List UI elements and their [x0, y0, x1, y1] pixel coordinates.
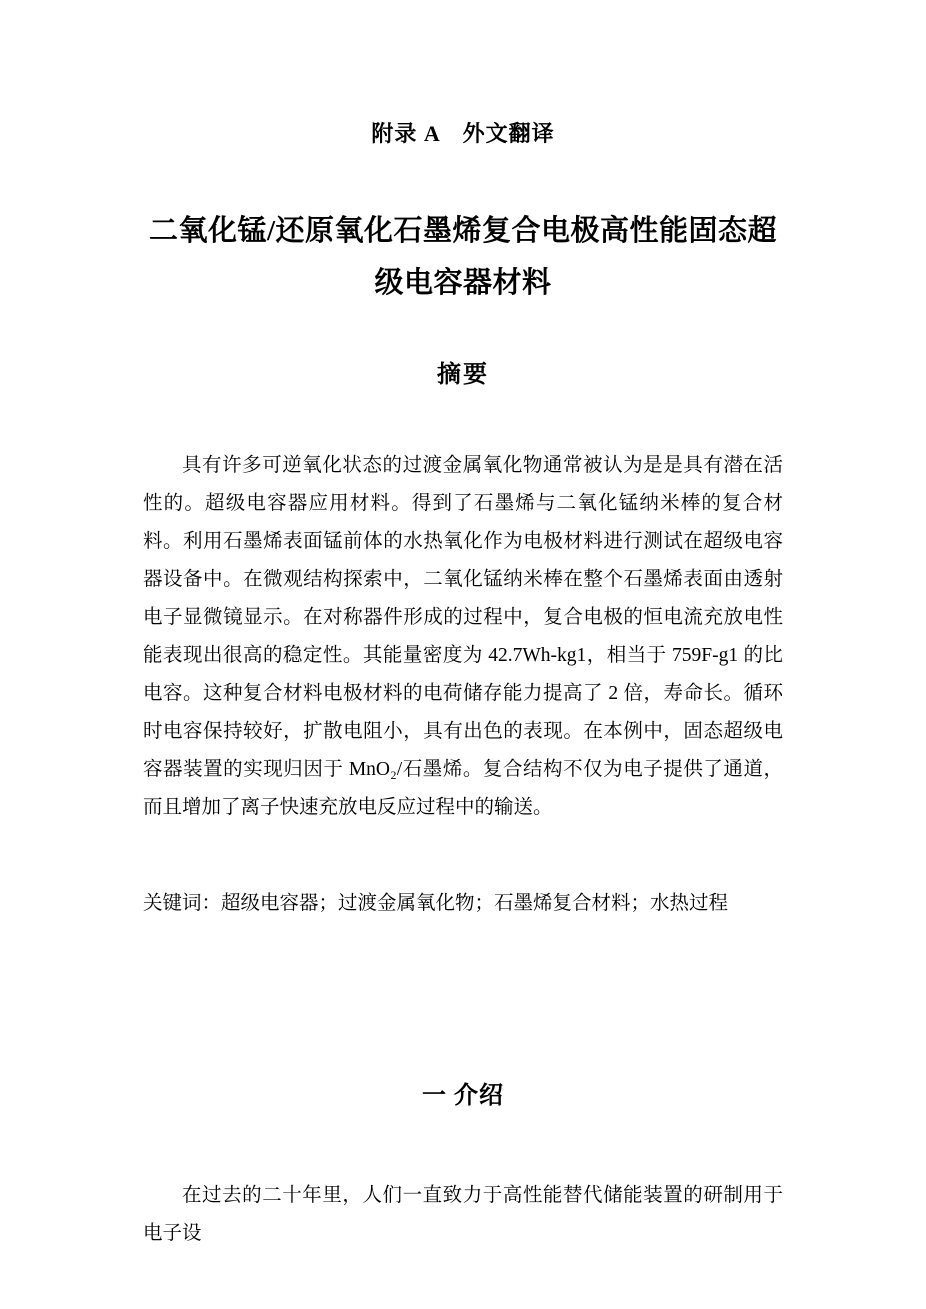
section-heading-introduction: 一 介绍 [422, 1083, 504, 1110]
appendix-heading: 附录 A 外文翻译 [371, 121, 555, 146]
keywords-line: 关键词：超级电容器；过渡金属氧化物；石墨烯复合材料；水热过程 [143, 893, 729, 915]
abstract-heading: 摘要 [437, 362, 489, 389]
paper-title: 二氧化锰/还原氧化石墨烯复合电极高性能固态超级电容器材料 [148, 214, 778, 300]
introduction-paragraph: 在过去的二十年里，人们一直致力于高性能替代储能装置的研制用于电子设 [143, 1184, 783, 1244]
abstract-paragraph: 具有许多可逆氧化状态的过渡金属氧化物通常被认为是是具有潜在活性的。超级电容器应用材料。得到了石墨烯与二氧化锰纳米棒的复合材料。利用石墨烯表面锰前体的水热氧化作为电极材料进行测试在超级电容器设备中。在微观结构探索中，二氧化锰纳米棒在整个石墨烯表面由透射电子显微镜显示。在对称器件形成的过程中，复合电极的恒电流充放电性能表现出很高的稳定性。其能量密度为 42.7Wh-kg1，相当于 759F-g1 的比电容。这种复合材料电极材料的电荷储存能力提高了 2 倍，寿命长。循环时电容保持较好，扩散电阻小，具有出色的表现。在本例中，固态超级电容器装置的实现归因于 MnO₂/石墨烯。复合结构不仅为电子提供了通道，而且增加了离子快速充放电反应过程中的输送。 [143, 455, 783, 819]
